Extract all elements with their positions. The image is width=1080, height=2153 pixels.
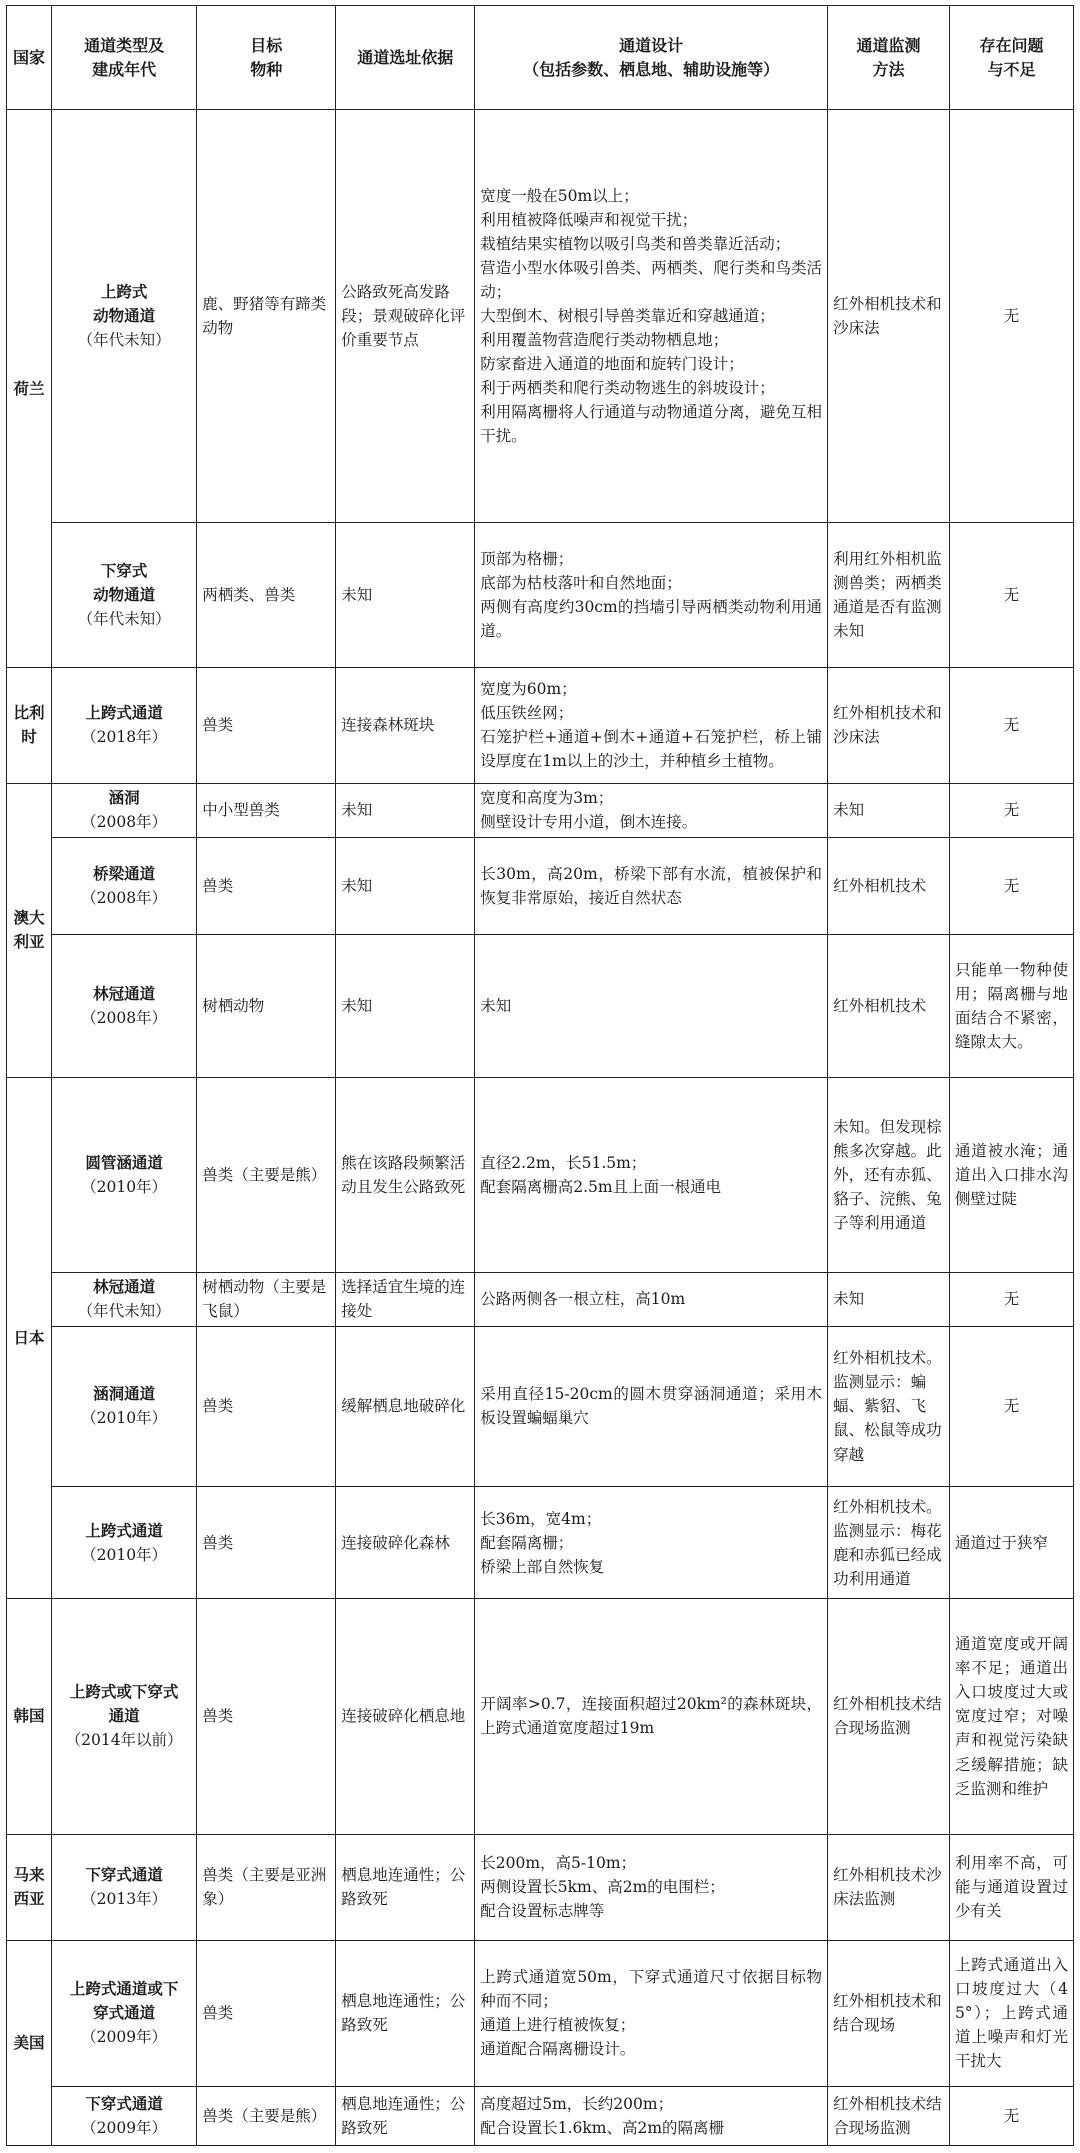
target-species: 兽类 [202,1533,234,1552]
design-line: 顶部为格栅； [480,549,574,568]
build-year: （2010年） [81,1177,168,1196]
design-cell [475,522,828,667]
table-row [7,1834,1074,1940]
header-monitoring: 通道监测 方法 [828,6,950,110]
crossing-type: 林冠通道 [93,983,156,1003]
design-cell [475,1077,828,1272]
design-line: 配套隔离栅； [480,1533,574,1552]
design-line: 直径2.2m，长51.5m； [480,1153,647,1172]
design-line: 两侧设置长5km、高2m的电围栏； [480,1878,725,1897]
design-line: 侧壁设计专用小道，倒木连接。 [480,813,698,832]
design-line: 石笼护栏+通道+倒木+通道+石笼护栏，桥上铺设厚度在1m以上的沙土，并种植乡土植物。 [480,728,823,771]
target-species: 兽类 [202,1397,234,1416]
design-line: 利用植被降低噪声和视觉干扰； [480,210,698,229]
crossing-type-cell [51,1077,196,1272]
site-basis: 栖息地连通性；公路致死 [341,1992,466,2035]
issues-cell [949,522,1073,667]
site-basis: 未知 [341,996,373,1015]
crossing-type-cell [51,668,196,784]
header-design: 通道设计 （包括参数、栖息地、辅助设施等） [475,6,828,110]
issues-cell [949,668,1073,784]
country-name: 澳大利亚 [13,908,45,952]
issues-text: 无 [1003,716,1020,735]
table-row [7,522,1074,667]
issues-cell [949,1077,1073,1272]
target-species-cell [197,1834,336,1940]
monitoring-cell [828,668,950,784]
design-line: 通道上进行植被恢复； [480,2016,636,2035]
target-species-cell [197,668,336,784]
target-species: 鹿、野猪等有蹄类动物 [202,294,327,337]
header-type-year: 通道类型及 建成年代 [51,6,196,110]
monitoring-cell [828,1599,950,1835]
build-year: （年代未知） [77,330,171,349]
crossing-type-cell [51,1326,196,1487]
crossing-type: 涵洞通道 [93,1384,156,1404]
site-basis: 公路致死高发路段；景观破碎化评价重要节点 [341,282,466,349]
header-site-basis: 通道选址依据 [336,6,475,110]
table-row [7,837,1074,935]
build-year: （年代未知） [77,609,171,628]
build-year: （2018年） [81,728,168,747]
site-basis-cell [336,1599,475,1835]
monitoring-cell [828,1487,950,1599]
crossing-type-cell [51,522,196,667]
monitoring-method: 红外相机技术。监测显示：梅花鹿和赤狐已经成功利用通道 [833,1497,942,1588]
crossing-type: 下穿式通道 [85,1865,163,1885]
site-basis-cell [336,783,475,837]
site-basis-cell [336,522,475,667]
issues-cell [949,1487,1073,1599]
monitoring-method: 红外相机技术和沙床法 [833,294,942,337]
design-cell [475,1940,828,2086]
crossing-type: 林冠通道 [93,1277,156,1297]
header-country: 国家 [7,6,52,110]
target-species: 兽类 [202,2004,234,2023]
target-species-cell [197,1599,336,1835]
crossing-type: 上跨式通道或下 穿式通道 [69,1979,179,2023]
issues-cell [949,1834,1073,1940]
target-species: 两栖类、兽类 [202,585,296,604]
target-species-cell [197,1272,336,1326]
target-species-cell [197,1487,336,1599]
design-cell [475,1326,828,1487]
crossing-type: 上跨式通道 [85,703,163,723]
issues-cell [949,1599,1073,1835]
monitoring-method: 红外相机技术结合现场监测 [833,1695,942,1738]
target-species: 兽类（主要是亚洲象） [202,1866,327,1909]
build-year: （2010年） [81,1409,168,1428]
build-year: （2008年） [81,813,168,832]
target-species-cell [197,1326,336,1487]
crossing-type-cell [51,783,196,837]
target-species-cell [197,1940,336,2086]
site-basis: 缓解栖息地破碎化 [341,1397,466,1416]
table-row [7,1599,1074,1835]
site-basis-cell [336,110,475,523]
target-species: 兽类 [202,716,234,735]
design-line: 配合设置长1.6km、高2m的隔离栅 [480,2118,725,2137]
design-line: 桥梁上部自然恢复 [480,1557,605,1576]
monitoring-cell [828,1326,950,1487]
build-year: （年代未知） [77,1302,171,1321]
issues-cell [949,1326,1073,1487]
design-line: 配套隔离栅高2.5m且上面一根通电 [480,1177,722,1196]
monitoring-method: 红外相机技术。监测显示：蝙蝠、紫貂、飞鼠、松鼠等成功穿越 [833,1349,942,1464]
crossing-type-cell [51,1834,196,1940]
crossing-type-cell [51,935,196,1077]
site-basis: 未知 [341,801,373,820]
monitoring-method: 未知。但发现棕熊多次穿越。此外，还有赤狐、貉子、浣熊、兔子等利用通道 [833,1117,942,1232]
design-line: 高度超过5m，长约200m； [480,2094,674,2113]
site-basis: 未知 [341,585,373,604]
crossing-type: 上跨式通道 [85,1520,163,1540]
site-basis: 选择适宜生境的连接处 [341,1278,466,1321]
issues-text: 上跨式通道出入口坡度过大（45°）；上跨式通道上噪声和灯光干扰大 [954,1956,1068,2071]
issues-text: 通道宽度或开阔率不足；通道出入口坡度过大或宽度过窄；对噪声和视觉污染缺乏缓解措施；缺乏监测和维护 [954,1635,1068,1798]
issues-cell [949,783,1073,837]
design-cell [475,110,828,523]
monitoring-method: 红外相机技术结合现场监测 [833,2094,942,2137]
site-basis: 栖息地连通性；公路致死 [341,2094,466,2137]
crossing-type: 下穿式 动物通道 [93,560,156,604]
issues-text: 通道过于狭窄 [954,1533,1048,1552]
design-line: 利用隔离栅将人行通道与动物通道分离，避免互相干扰。 [480,402,823,445]
build-year: （2013年） [81,1890,168,1909]
target-species: 树栖动物 [202,996,265,1015]
design-line: 利用覆盖物营造爬行类动物栖息地； [480,330,729,349]
issues-text: 无 [1003,1397,1020,1416]
design-line: 两侧有高度约30cm的挡墙引导两栖类动物利用通道。 [480,597,823,640]
issues-cell [949,935,1073,1077]
crossing-type: 圆管涵通道 [85,1152,163,1172]
header-issues: 存在问题 与不足 [949,6,1073,110]
target-species: 树栖动物（主要是飞鼠） [202,1278,327,1321]
design-line: 防家畜进入通道的地面和旋转门设计； [480,354,744,373]
site-basis: 熊在该路段频繁活动且发生公路致死 [341,1153,466,1196]
monitoring-method: 未知 [833,1290,865,1309]
design-line: 营造小型水体吸引兽类、两栖类、爬行类和鸟类活动； [480,258,823,301]
monitoring-cell [828,935,950,1077]
issues-text: 无 [1003,877,1020,896]
wildlife-crossing-table [6,5,1074,2146]
build-year: （2009年） [81,2028,168,2047]
design-line: 上跨式通道宽50m，下穿式通道尺寸依据目标物种而不同； [480,1968,823,2011]
site-basis: 栖息地连通性；公路致死 [341,1866,466,1909]
design-cell [475,783,828,837]
target-species: 兽类（主要是熊） [202,2106,327,2125]
country-cell [7,668,52,784]
header-species: 目标 物种 [197,6,336,110]
design-line: 开阔率>0.7，连接面积超过20km²的森林斑块，上跨式通道宽度超过19m [480,1695,823,1738]
country-name: 荷兰 [13,378,45,398]
monitoring-cell [828,1272,950,1326]
monitoring-cell [828,783,950,837]
country-cell [7,1599,52,1835]
country-cell [7,1077,52,1598]
document-page [6,5,1074,2146]
crossing-type: 下穿式通道 [85,2093,163,2113]
table-row [7,1940,1074,2086]
crossing-type: 桥梁通道 [93,864,156,884]
design-line: 栽植结果实植物以吸引鸟类和兽类靠近活动； [480,234,791,253]
design-line: 长30m，高20m，桥梁下部有水流，植被保护和恢复非常原始，接近自然状态 [480,865,823,908]
site-basis-cell [336,1077,475,1272]
monitoring-cell [828,837,950,935]
issues-text: 无 [1003,1290,1020,1309]
crossing-type-cell [51,1487,196,1599]
crossing-type: 涵洞 [108,788,140,808]
build-year: （2008年） [81,1008,168,1027]
site-basis: 连接破碎化森林 [341,1533,450,1552]
target-species-cell [197,783,336,837]
target-species: 兽类（主要是熊） [202,1165,327,1184]
site-basis-cell [336,1487,475,1599]
header-row [7,6,1074,110]
country-name: 日本 [13,1327,45,1347]
monitoring-method: 未知 [833,801,865,820]
crossing-type-cell [51,2086,196,2145]
monitoring-cell [828,522,950,667]
issues-text: 只能单一物种使用；隔离栅与地面结合不紧密，缝隙太大。 [954,960,1068,1051]
issues-text: 无 [1003,801,1020,820]
country-name: 韩国 [13,1706,45,1726]
build-year: （2009年） [81,2118,168,2137]
target-species: 兽类 [202,877,234,896]
issues-cell [949,1940,1073,2086]
site-basis: 未知 [341,877,373,896]
issues-text: 通道被水淹；通道出入口排水沟侧壁过陡 [954,1141,1068,1208]
design-line: 宽度一般在50m以上； [480,186,639,205]
design-line: 宽度为60m； [480,680,577,699]
target-species-cell [197,935,336,1077]
table-row [7,1326,1074,1487]
target-species-cell [197,1077,336,1272]
design-line: 通道配合隔离栅设计。 [480,2040,636,2059]
design-line: 大型倒木、树根引导兽类靠近和穿越通道； [480,306,775,325]
site-basis-cell [336,2086,475,2145]
crossing-type-cell [51,837,196,935]
target-species-cell [197,2086,336,2145]
design-line: 宽度和高度为3m； [480,789,614,808]
site-basis: 连接森林斑块 [341,716,435,735]
country-name: 美国 [13,2032,45,2052]
crossing-type: 上跨式或下穿式 通道 [69,1682,179,1726]
site-basis-cell [336,935,475,1077]
country-name: 马来西亚 [13,1865,45,1909]
build-year: （2008年） [81,889,168,908]
table-row [7,1272,1074,1326]
issues-cell [949,837,1073,935]
target-species-cell [197,110,336,523]
crossing-type-cell [51,1599,196,1835]
design-cell [475,1272,828,1326]
site-basis-cell [336,1272,475,1326]
design-line: 长36m，宽4m； [480,1509,602,1528]
country-cell [7,1940,52,2145]
design-cell [475,2086,828,2145]
monitoring-cell [828,110,950,523]
crossing-type-cell [51,1272,196,1326]
design-cell [475,935,828,1077]
issues-cell [949,2086,1073,2145]
country-cell [7,110,52,668]
monitoring-cell [828,1077,950,1272]
table-row [7,2086,1074,2145]
issues-cell [949,110,1073,523]
table-row [7,1487,1074,1599]
issues-text: 无 [1003,2106,1020,2125]
design-cell [475,668,828,784]
site-basis-cell [336,1326,475,1487]
design-cell [475,1599,828,1835]
design-line: 长200m，高5-10m； [480,1854,637,1873]
country-cell [7,783,52,1077]
monitoring-method: 利用红外相机监测兽类；两栖类通道是否有监测未知 [833,549,942,640]
monitoring-method: 红外相机技术和沙床法 [833,704,942,747]
target-species-cell [197,522,336,667]
country-cell [7,1834,52,1940]
design-line: 低压铁丝网； [480,704,574,723]
design-line: 公路两侧各一根立柱，高10m [480,1290,686,1309]
monitoring-method: 红外相机技术 [833,996,927,1015]
design-line: 底部为枯枝落叶和自然地面； [480,573,682,592]
table-row [7,1077,1074,1272]
site-basis-cell [336,1834,475,1940]
design-line: 配合设置标志牌等 [480,1902,605,1921]
crossing-type: 上跨式 动物通道 [93,281,156,325]
design-line: 未知 [480,996,512,1015]
design-cell [475,837,828,935]
build-year: （2010年） [81,1545,168,1564]
design-line: 采用直径15-20cm的圆木贯穿涵洞通道；采用木板设置蝙蝠巢穴 [480,1385,823,1428]
issues-text: 无 [1003,306,1020,325]
target-species: 兽类 [202,1707,234,1726]
site-basis-cell [336,837,475,935]
monitoring-method: 红外相机技术 [833,877,927,896]
country-name: 比利时 [13,703,45,747]
site-basis-cell [336,668,475,784]
table-row [7,935,1074,1077]
crossing-type-cell [51,110,196,523]
table-body [7,110,1074,2146]
issues-text: 无 [1003,585,1020,604]
crossing-type-cell [51,1940,196,2086]
target-species-cell [197,837,336,935]
issues-text: 利用率不高，可能与通道设置过少有关 [954,1854,1068,1921]
build-year: （2014年以前） [65,1731,183,1750]
monitoring-cell [828,1940,950,2086]
target-species: 中小型兽类 [202,801,280,820]
design-cell [475,1834,828,1940]
design-cell [475,1487,828,1599]
design-line: 利于两栖类和爬行类动物逃生的斜坡设计； [480,378,775,397]
monitoring-cell [828,2086,950,2145]
monitoring-cell [828,1834,950,1940]
monitoring-method: 红外相机技术和结合现场 [833,1992,942,2035]
issues-cell [949,1272,1073,1326]
monitoring-method: 红外相机技术沙床法监测 [833,1866,942,1909]
site-basis: 连接破碎化栖息地 [341,1707,466,1726]
table-row [7,110,1074,523]
table-row [7,783,1074,837]
site-basis-cell [336,1940,475,2086]
table-row [7,668,1074,784]
